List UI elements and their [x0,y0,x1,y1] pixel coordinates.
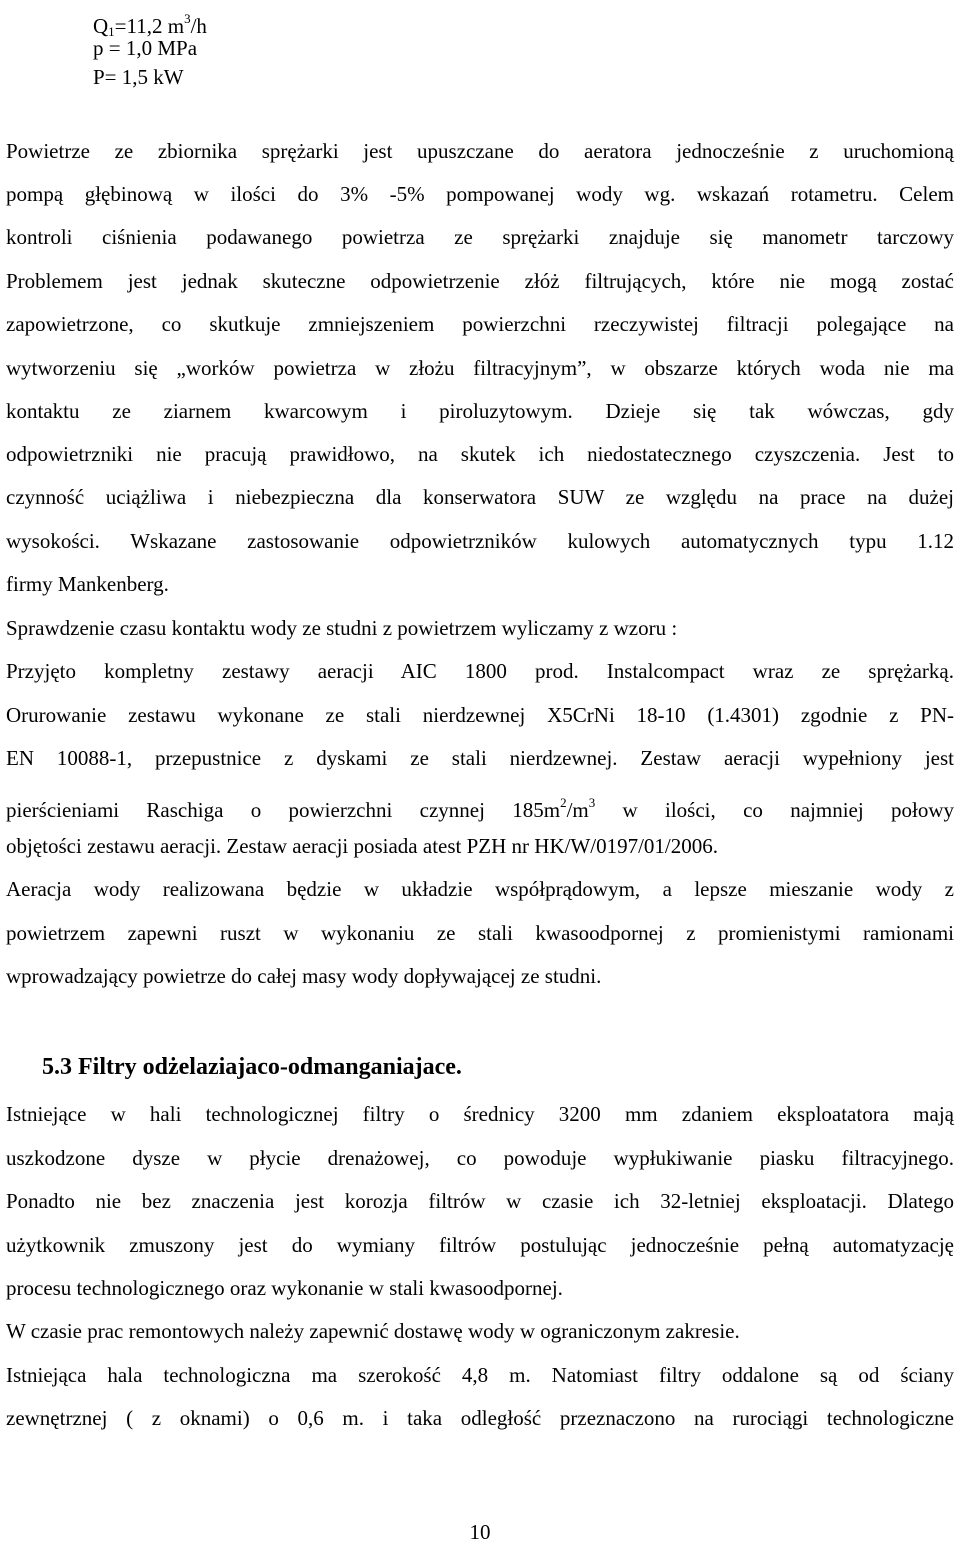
spec-power: P= 1,5 kW [93,65,184,89]
area-text-end: w ilości, co najmniej połowy [595,798,954,822]
text-line: Orurowanie zestawu wykonane ze stali nierdzewnej X5CrNi 18-10 (1.4301) zgodnie z PN- [6,703,954,727]
area-superscript: 2 [560,795,567,810]
text-line: Problemem jest jednak skuteczne odpowietrzenie złóż filtrujących, które nie mogą zostać [6,269,954,293]
text-line: Aeracja wody realizowana będzie w układzie współprądowym, a lepsze mieszanie wody z [6,877,954,901]
text-line: odpowietrzniki nie pracują prawidłowo, na skutek ich niedostatecznego czyszczenia. Jest to [6,442,954,466]
flow-superscript: 3 [184,11,191,26]
flow-symbol: Q [93,14,109,38]
flow-subscript: 1 [108,24,115,39]
area-unit: /m [566,798,589,822]
text-line: powietrzem zapewni ruszt w wykonaniu ze stali kwasoodpornej z promienistymi ramionami [6,921,954,945]
text-line-area [6,790,954,823]
text-line: kontaktu ze ziarnem kwarcowym i piroluzytowym. Dzieje się tak wówczas, gdy [6,399,954,423]
section-heading: 5.3 Filtry odżelaziajaco-odmanganiajace. [42,1054,462,1080]
text-line: Istniejące w hali technologicznej filtry o średnicy 3200 mm zdaniem eksploatatora mają [6,1102,954,1126]
text-line: Przyjęto kompletny zestawy aeracji AIC 1800 prod. Instalcompact wraz ze sprężarką. [6,659,954,683]
spec-pressure: p = 1,0 MPa [93,36,198,60]
text-line: procesu technologicznego oraz wykonanie w stali kwasoodpornej. [6,1276,563,1300]
text-line: EN 10088-1, przepustnice z dyskami ze stali nierdzewnej. Zestaw aeracji wypełniony jest [6,746,954,770]
text-line: wytworzeniu się „worków powietrza w złożu filtracyjnym”, w obszarze których woda nie ma [6,356,954,380]
text-line: czynność uciążliwa i niebezpieczna dla konserwatora SUW ze względu na prace na dużej [6,485,954,509]
area-text: pierścieniami Raschiga o powierzchni czynnej 185m [6,798,561,822]
text-line: Ponadto nie bez znaczenia jest korozja filtrów w czasie ich 32-letniej eksploatacji. Dlatego [6,1189,954,1213]
text-line: Powietrze ze zbiornika sprężarki jest upuszczane do aeratora jednocześnie z uruchomioną [6,139,954,163]
text-line: wysokości. Wskazane zastosowanie odpowietrzników kulowych automatycznych typu 1.12 [6,529,954,553]
text-line: pompą głębinową w ilości do 3% -5% pompowanej wody wg. wskazań rotametru. Celem [6,182,954,206]
text-line: Istniejąca hala technologiczna ma szerokość 4,8 m. Natomiast filtry oddalone są od ściany [6,1363,954,1387]
text-line: firmy Mankenberg. [6,572,169,596]
text-line: kontroli ciśnienia podawanego powietrza ze sprężarki znajduje się manometr tarczowy [6,225,954,249]
text-line: wprowadzający powietrze do całej masy wody dopływającej ze studni. [6,964,602,988]
flow-value: =11,2 m [114,14,185,38]
text-line: W czasie prac remontowych należy zapewnić dostawę wody w ograniczonym zakresie. [6,1319,740,1343]
text-line: zapowietrzone, co skutkuje zmniejszeniem powierzchni rzeczywistej filtracji polegające na [6,312,954,336]
page-number: 10 [469,1520,491,1544]
flow-unit: /h [190,14,207,38]
text-line: objętości zestawu aeracji. Zestaw aeracji posiada atest PZH nr HK/W/0197/01/2006. [6,834,719,858]
text-line: uszkodzone dysze w płycie drenażowej, co powoduje wypłukiwanie piasku filtracyjnego. [6,1146,954,1170]
text-line: użytkownik zmuszony jest do wymiany filtrów postulując jednocześnie pełną automatyzację [6,1233,954,1257]
text-line: Sprawdzenie czasu kontaktu wody ze studni z powietrzem wyliczamy z wzoru : [6,616,678,640]
volume-superscript: 3 [588,795,596,810]
text-line: zewnętrznej ( z oknami) o 0,6 m. i taka odległość przeznaczono na rurociągi technologiczne [6,1406,954,1430]
